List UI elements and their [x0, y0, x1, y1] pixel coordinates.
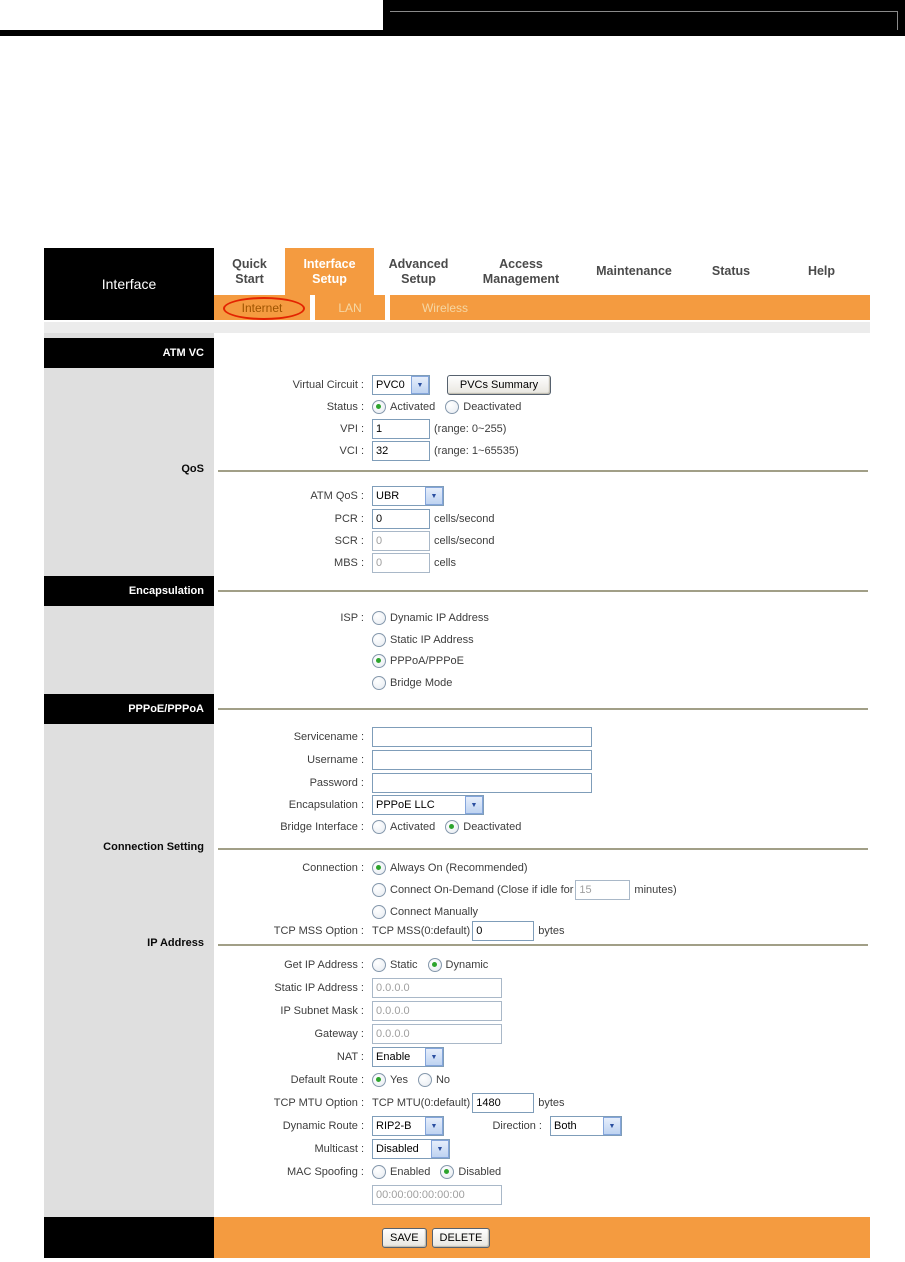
- tcp-mss-input[interactable]: [472, 921, 534, 941]
- dropdown-arrow-icon: ▼: [425, 1117, 443, 1135]
- form-row-nat: [214, 1046, 866, 1068]
- form-row-password: [214, 772, 866, 794]
- subtab-label: Internet: [241, 300, 283, 315]
- section-divider: [218, 944, 868, 946]
- field-unit: cells/second: [434, 513, 495, 525]
- form-row-get-ip: [214, 954, 866, 976]
- field-label: Connection :: [302, 862, 364, 874]
- form-row-servicename: [214, 726, 866, 748]
- radio-label-suffix: minutes): [634, 884, 677, 896]
- radio-label: Activated: [390, 821, 436, 833]
- mbs-input: [372, 553, 430, 573]
- subtab-internet[interactable]: [214, 295, 310, 320]
- form-row-default-route: [214, 1069, 866, 1091]
- virtual-circuit-select[interactable]: [372, 375, 430, 395]
- section-header-qos: QoS: [181, 463, 204, 475]
- radio-label: Yes: [390, 1074, 408, 1086]
- section-divider: [218, 848, 868, 850]
- section-divider: [218, 590, 868, 592]
- field-label: Password :: [309, 777, 364, 789]
- radio-connection-always-on[interactable]: [372, 861, 386, 875]
- subtab-lan[interactable]: [315, 295, 385, 320]
- radio-label: Static: [390, 959, 418, 971]
- form-row-bridge-interface: [214, 816, 866, 838]
- vci-input[interactable]: [372, 441, 430, 461]
- inline-label: TCP MTU(0:default): [372, 1097, 471, 1109]
- radio-mac-disabled[interactable]: [440, 1165, 454, 1179]
- radio-mac-enabled[interactable]: [372, 1165, 386, 1179]
- tab-label: Access: [499, 256, 543, 271]
- tab-label: Management: [482, 271, 560, 286]
- subtab-label: Wireless: [421, 300, 468, 315]
- header-border-line: [390, 11, 898, 12]
- field-label: PCR :: [334, 513, 364, 525]
- field-label: Static IP Address :: [274, 982, 364, 994]
- form-row-username: [214, 749, 866, 771]
- tab-label: Quick: [232, 256, 267, 271]
- form-row-vci: [214, 440, 866, 462]
- radio-label: Enabled: [390, 1166, 431, 1178]
- gateway-input: [372, 1024, 502, 1044]
- pvcs-summary-button[interactable]: PVCs Summary: [447, 375, 551, 395]
- dropdown-arrow-icon: ▼: [425, 1048, 443, 1066]
- dynamic-route-select[interactable]: [372, 1116, 444, 1136]
- radio-status-deactivated[interactable]: [445, 400, 459, 414]
- tab-interface-setup[interactable]: [285, 248, 374, 295]
- tab-help[interactable]: [773, 248, 870, 295]
- mac-address-input: [372, 1185, 502, 1205]
- field-label: VCI :: [339, 445, 364, 457]
- field-label: Status :: [326, 401, 364, 413]
- scr-input: [372, 531, 430, 551]
- field-hint: (range: 0~255): [434, 423, 507, 435]
- form-row-tcp-mtu: [214, 1092, 866, 1114]
- field-label: IP Subnet Mask :: [280, 1005, 364, 1017]
- pcr-input[interactable]: [372, 509, 430, 529]
- section-divider: [218, 470, 868, 472]
- form-row-gateway: [214, 1023, 866, 1045]
- radio-label: Bridge Mode: [390, 677, 453, 689]
- radio-default-route-yes[interactable]: [372, 1073, 386, 1087]
- field-hint: (range: 1~65535): [434, 445, 519, 457]
- inline-label: TCP MSS(0:default): [372, 925, 471, 937]
- form-row-isp-static: [214, 629, 866, 651]
- field-label: VPI :: [340, 423, 364, 435]
- tab-access-management[interactable]: [463, 248, 579, 295]
- form-row-virtual-circuit: [214, 374, 866, 396]
- dropdown-arrow-icon: ▼: [425, 487, 443, 505]
- radio-status-activated[interactable]: [372, 400, 386, 414]
- form-row-atm-qos: [214, 485, 866, 507]
- subnet-mask-input: [372, 1001, 502, 1021]
- form-row-vpi: [214, 418, 866, 440]
- select-value: PVC0: [376, 379, 405, 391]
- form-row-connection-always-on: [214, 857, 866, 879]
- save-button[interactable]: SAVE: [382, 1228, 427, 1248]
- sub-tab-bar: [214, 295, 870, 320]
- atm-qos-select[interactable]: [372, 486, 444, 506]
- radio-connection-on-demand[interactable]: [372, 883, 386, 897]
- section-header-atm-vc: ATM VC: [44, 338, 214, 368]
- form-row-mbs: [214, 552, 866, 574]
- subtab-label: LAN: [338, 300, 362, 315]
- radio-isp-bridge-mode[interactable]: [372, 676, 386, 690]
- field-label: TCP MTU Option :: [273, 1097, 364, 1109]
- tab-label: Advanced: [388, 256, 449, 271]
- field-label: Encapsulation :: [288, 799, 364, 811]
- form-row-mac-address: [214, 1184, 866, 1206]
- field-label: Default Route :: [290, 1074, 364, 1086]
- field-label: Direction :: [492, 1120, 542, 1132]
- radio-label: Always On (Recommended): [390, 862, 528, 874]
- field-label: Multicast :: [314, 1143, 364, 1155]
- field-unit: bytes: [538, 1097, 565, 1109]
- field-unit: bytes: [538, 925, 565, 937]
- field-label: ATM QoS :: [310, 490, 364, 502]
- field-label: Username :: [307, 754, 364, 766]
- tab-label: Start: [235, 271, 264, 286]
- page-title: Interface: [44, 248, 214, 320]
- vpi-input[interactable]: [372, 419, 430, 439]
- dropdown-arrow-icon: ▼: [603, 1117, 621, 1135]
- field-label: NAT :: [336, 1051, 364, 1063]
- field-label: SCR :: [334, 535, 364, 547]
- radio-label: Activated: [390, 401, 436, 413]
- tab-quick-start[interactable]: [214, 248, 285, 295]
- select-value: Enable: [376, 1051, 411, 1063]
- tab-label: Status: [711, 264, 751, 278]
- field-label: ISP :: [340, 612, 364, 624]
- delete-button[interactable]: DELETE: [432, 1228, 491, 1248]
- form-row-scr: [214, 530, 866, 552]
- radio-label: Deactivated: [463, 401, 522, 413]
- radio-default-route-no[interactable]: [418, 1073, 432, 1087]
- footer-black-block: [44, 1217, 214, 1258]
- tab-maintenance[interactable]: [579, 248, 689, 295]
- subtab-wireless[interactable]: [390, 295, 500, 320]
- field-label: Virtual Circuit :: [292, 379, 364, 391]
- form-row-pcr: [214, 508, 866, 530]
- form-row-isp-pppoa: [214, 650, 866, 672]
- form-row-dynamic-route: [214, 1115, 866, 1137]
- select-value: UBR: [376, 490, 400, 502]
- radio-label: Deactivated: [463, 821, 522, 833]
- radio-label: Static IP Address: [390, 634, 474, 646]
- radio-label: Connect On-Demand (Close if idle for: [390, 884, 574, 896]
- radio-label: Disabled: [458, 1166, 502, 1178]
- select-value: Both: [554, 1120, 577, 1132]
- username-input[interactable]: [372, 750, 592, 770]
- tab-label: Interface: [303, 256, 356, 271]
- select-value: Disabled: [376, 1143, 419, 1155]
- multicast-select[interactable]: [372, 1139, 450, 1159]
- form-row-subnet: [214, 1000, 866, 1022]
- form-row-tcp-mss: [214, 920, 866, 942]
- idle-minutes-input: [575, 880, 630, 900]
- form-row-connection-on-demand: [214, 879, 866, 901]
- radio-isp-dynamic-ip[interactable]: [372, 611, 386, 625]
- direction-select[interactable]: [550, 1116, 622, 1136]
- nav-spacer-bar: [44, 322, 870, 333]
- dropdown-arrow-icon: ▼: [465, 796, 483, 814]
- form-row-isp-bridge: [214, 672, 866, 694]
- field-label: Gateway :: [314, 1028, 364, 1040]
- radio-get-ip-static[interactable]: [372, 958, 386, 972]
- radio-isp-pppoa-pppoe[interactable]: [372, 654, 386, 668]
- nat-select[interactable]: [372, 1047, 444, 1067]
- field-label: MBS :: [334, 557, 364, 569]
- tab-label: Setup: [312, 271, 347, 286]
- servicename-input[interactable]: [372, 727, 592, 747]
- dropdown-arrow-icon: ▼: [411, 376, 429, 394]
- form-row-mac-spoofing: [214, 1161, 866, 1183]
- radio-label: Connect Manually: [390, 906, 479, 918]
- radio-bridge-deactivated[interactable]: [445, 820, 459, 834]
- form-row-encapsulation: [214, 794, 866, 816]
- main-tab-bar: [214, 248, 870, 295]
- select-value: PPPoE LLC: [376, 799, 435, 811]
- form-row-static-ip: [214, 977, 866, 999]
- radio-connection-manual[interactable]: [372, 905, 386, 919]
- field-label: TCP MSS Option :: [273, 925, 364, 937]
- form-row-isp-dynamic: [214, 607, 866, 629]
- field-label: Servicename :: [293, 731, 364, 743]
- tab-label: Help: [807, 264, 836, 278]
- encapsulation-select[interactable]: [372, 795, 484, 815]
- tab-label: Setup: [401, 271, 436, 286]
- radio-label: No: [435, 1074, 451, 1086]
- section-header-encapsulation: Encapsulation: [44, 576, 214, 606]
- tab-status[interactable]: [689, 248, 773, 295]
- form-row-multicast: [214, 1138, 866, 1160]
- password-input[interactable]: [372, 773, 592, 793]
- static-ip-input: [372, 978, 502, 998]
- radio-get-ip-dynamic[interactable]: [428, 958, 442, 972]
- radio-isp-static-ip[interactable]: [372, 633, 386, 647]
- tcp-mtu-input[interactable]: [472, 1093, 534, 1113]
- field-unit: cells/second: [434, 535, 495, 547]
- section-header-pppoe-pppoa: PPPoE/PPPoA: [44, 694, 214, 724]
- select-value: RIP2-B: [376, 1120, 412, 1132]
- field-unit: cells: [434, 557, 457, 569]
- tab-advanced-setup[interactable]: [374, 248, 463, 295]
- form-row-status: [214, 396, 866, 418]
- tab-label: Maintenance: [596, 264, 672, 278]
- section-header-connection-setting: Connection Setting: [103, 841, 204, 853]
- radio-label: Dynamic: [445, 959, 489, 971]
- header-rule: [0, 30, 905, 36]
- field-label: Dynamic Route :: [282, 1120, 364, 1132]
- section-header-ip-address: IP Address: [147, 937, 204, 949]
- dropdown-arrow-icon: ▼: [431, 1140, 449, 1158]
- radio-label: Dynamic IP Address: [390, 612, 489, 624]
- field-label: Get IP Address :: [284, 959, 364, 971]
- radio-label: PPPoA/PPPoE: [390, 655, 464, 667]
- field-label: MAC Spoofing :: [286, 1166, 364, 1178]
- radio-bridge-activated[interactable]: [372, 820, 386, 834]
- footer-bar: [214, 1217, 870, 1258]
- section-divider: [218, 708, 868, 710]
- field-label: Bridge Interface :: [280, 821, 364, 833]
